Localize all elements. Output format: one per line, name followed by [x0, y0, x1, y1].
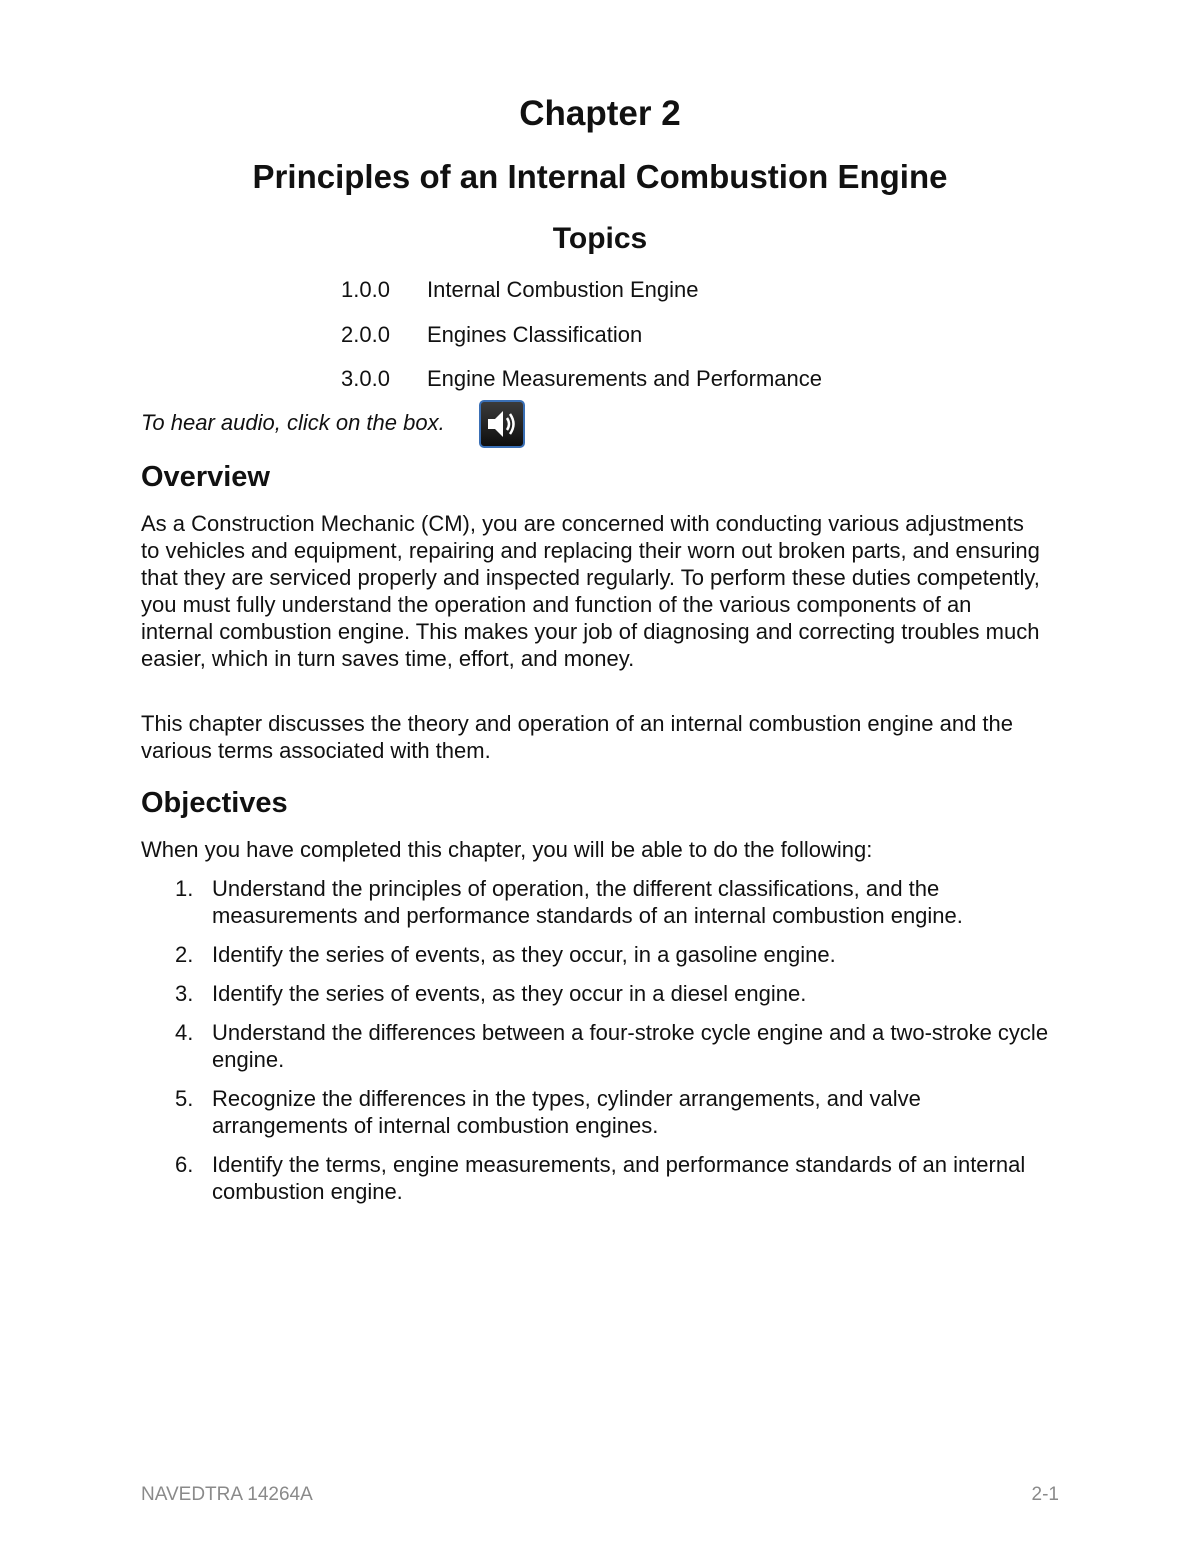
objectives-list: [141, 875, 1051, 1217]
topic-number: 1.0.0: [341, 277, 390, 302]
overview-paragraph: This chapter discusses the theory and operation of an internal combustion engine and the various terms associated with them.: [141, 711, 1013, 763]
objective-text: Recognize the differences in the types, cylinder arrangements, and valve arrangements of internal combustion engines.: [212, 1086, 921, 1138]
topic-item: [341, 365, 822, 393]
objective-text: Understand the principles of operation, the different classifications, and the measurements and performance standards of an internal combustion engine.: [212, 876, 963, 928]
list-number: 5.: [175, 1086, 194, 1111]
objective-text: Identify the series of events, as they occur, in a gasoline engine.: [212, 942, 836, 967]
objective-text: Understand the differences between a four-stroke cycle engine and a two-stroke cycle engine.: [212, 1020, 1049, 1072]
objective-text: Identify the series of events, as they occur in a diesel engine.: [212, 981, 807, 1006]
objective-text: Identify the terms, engine measurements, and performance standards of an internal combustion engine.: [212, 1152, 1026, 1204]
list-item: [141, 980, 1051, 1007]
list-item: [141, 1085, 1051, 1139]
list-number: 2.: [175, 942, 194, 967]
speaker-icon: [484, 406, 520, 442]
topic-label: Engines Classification: [427, 322, 643, 347]
objectives-intro: When you have completed this chapter, you will be able to do the following:: [141, 837, 873, 862]
overview-paragraph: As a Construction Mechanic (CM), you are concerned with conducting various adjustments to vehicles and equipment, repairing and replacing their worn out broken parts, and ensuring that they are serviced properly and inspected regularly. To perform these duties competently, you must fully understand the operation and function of the various components of an internal combustion engine. This makes your job of diagnosing and correcting troubles much easier, which in turn saves time, effort, and money.: [141, 511, 1040, 671]
list-item: [141, 1151, 1051, 1205]
audio-prompt: To hear audio, click on the box.: [141, 410, 445, 435]
topic-label: Engine Measurements and Performance: [427, 366, 822, 391]
topic-item: [341, 276, 699, 304]
list-number: 6.: [175, 1152, 194, 1177]
list-item: [141, 1019, 1051, 1073]
objectives-heading: Objectives: [141, 787, 288, 819]
topic-number: 2.0.0: [341, 322, 390, 347]
topics-heading: Topics: [552, 222, 648, 255]
list-item: [141, 875, 1051, 929]
list-number: 3.: [175, 981, 194, 1006]
list-number: 1.: [175, 876, 194, 901]
audio-button[interactable]: [479, 400, 525, 448]
overview-heading: Overview: [141, 461, 270, 493]
list-item: [141, 941, 1051, 968]
list-number: 4.: [175, 1020, 194, 1045]
chapter-title: Principles of an Internal Combustion Engine: [252, 158, 948, 195]
topic-item: [341, 321, 642, 349]
footer-doc-id: NAVEDTRA 14264A: [141, 1484, 313, 1505]
topic-label: Internal Combustion Engine: [427, 277, 699, 302]
topic-number: 3.0.0: [341, 366, 390, 391]
chapter-number: Chapter 2: [519, 94, 681, 133]
footer-page-number: 2-1: [1031, 1484, 1059, 1505]
